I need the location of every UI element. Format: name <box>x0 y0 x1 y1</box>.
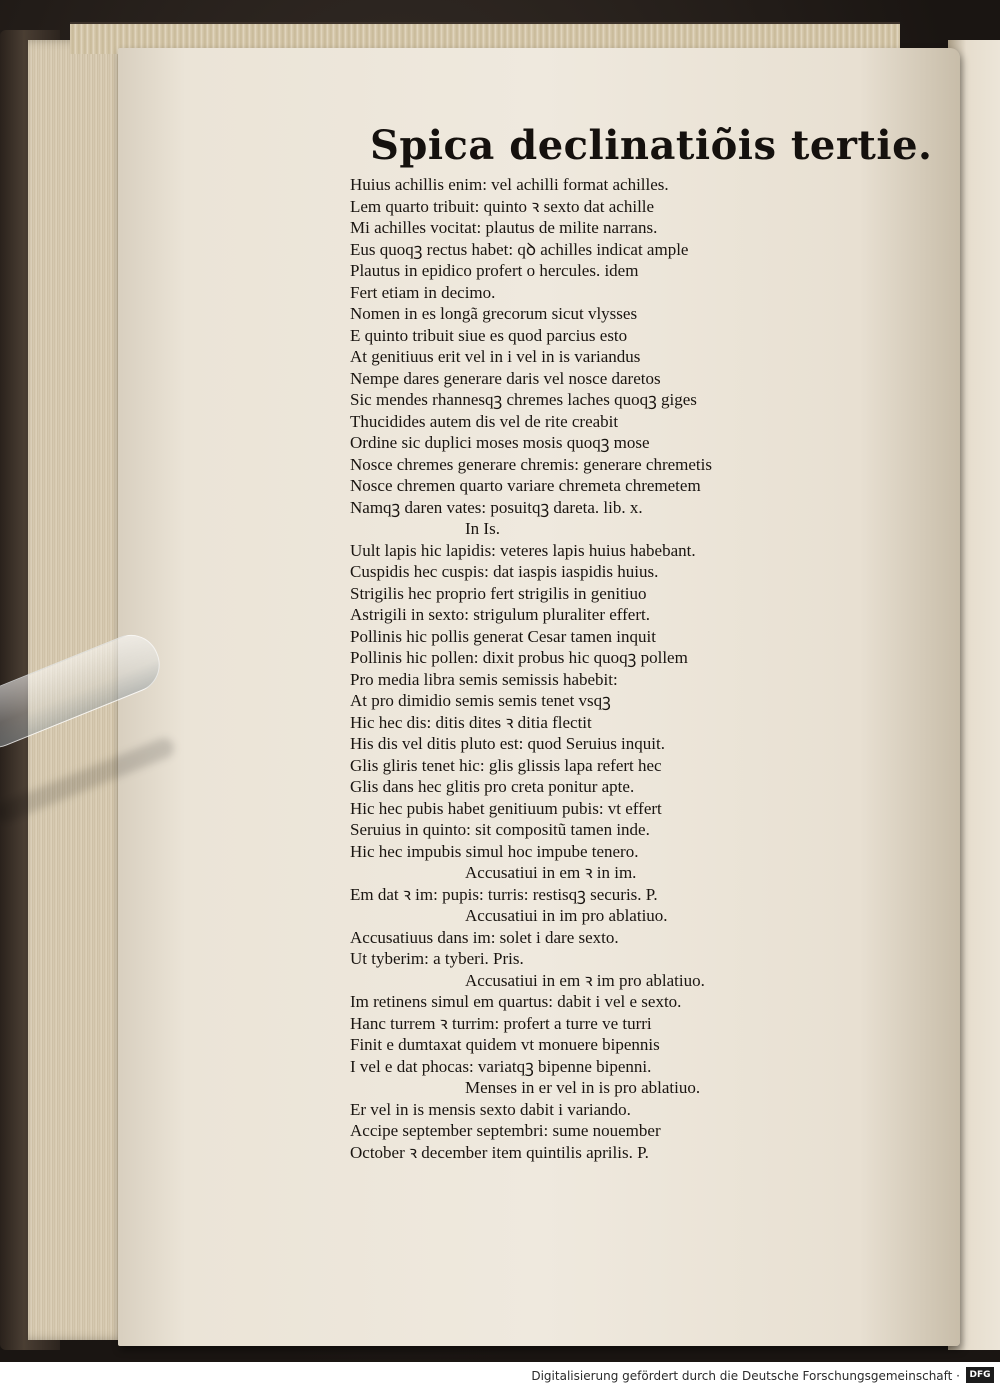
dfg-logo-icon: DFG <box>966 1367 994 1383</box>
digitization-credit: Digitalisierung gefördert durch die Deutsche Forschungsgemeinschaft · <box>531 1369 960 1383</box>
text-line: Glis dans hec glitis pro creta ponitur apte. <box>350 777 635 796</box>
text-line: Thucidides autem dis vel de rite creabit <box>350 411 619 431</box>
text-line: Accusatiuus dans im: solet i dare sexto. <box>350 927 619 947</box>
text-line: Menses in er vel in is pro ablatiuo. <box>465 1078 701 1097</box>
text-line: Fert etiam in decimo. <box>350 282 496 302</box>
text-line: Accipe september septembri: sume nouember <box>350 1121 661 1140</box>
text-line: Nosce chremen quarto variare chremeta chremetem <box>350 476 701 495</box>
text-line: Er vel in is mensis sexto dabit i variando. <box>350 1099 631 1119</box>
text-line: Pro media libra semis semissis habebit: <box>350 669 618 689</box>
text-line: Hic hec dis: ditis dites ꝛ ditia flectit <box>350 712 592 732</box>
text-line: At pro dimidio semis semis tenet vsqꝫ <box>350 691 611 710</box>
text-line: Strigilis hec proprio fert strigilis in genitiuo <box>350 583 647 603</box>
text-line: Accusatiui in em ꝛ in im. <box>465 863 637 882</box>
text-line: Im retinens simul em quartus: dabit i vel e sexto. <box>350 992 682 1011</box>
text-line: Namqꝫ daren vates: posuitqꝫ dareta. lib. x. <box>350 497 643 517</box>
text-line: Nomen in es longã grecorum sicut vlysses <box>350 304 638 323</box>
text-line: Huius achillis enim: vel achilli format achilles. <box>350 175 669 194</box>
text-line: Cuspidis hec cuspis: dat iaspis iaspidis huius. <box>350 562 659 581</box>
text-line: Mi achilles vocitat: plautus de milite narrans. <box>350 218 658 237</box>
text-line: At genitiuus erit vel in i vel in is variandus <box>350 347 641 366</box>
text-line: Pollinis hic pollis generat Cesar tamen inquit <box>350 626 656 646</box>
text-line: I vel e dat phocas: variatqꝫ bipenne bipenni. <box>350 1056 652 1076</box>
text-line: Lem quarto tribuit: quinto ꝛ sexto dat achille <box>350 196 655 216</box>
text-line: Plautus in epidico profert o hercules. idem <box>350 261 639 280</box>
text-line: Nempe dares generare daris vel nosce daretos <box>350 368 661 388</box>
text-line: Pollinis hic pollen: dixit probus hic quoqꝫ pollem <box>350 648 688 667</box>
text-line: October ꝛ december item quintilis aprilis. P. <box>350 1142 649 1162</box>
text-line: Accusatiui in em ꝛ im pro ablatiuo. <box>465 970 705 990</box>
text-line: His dis vel ditis pluto est: quod Seruius inquit. <box>350 734 665 753</box>
text-line: Eus quoqꝫ rectus habet: qꝺ achilles indicat ample <box>350 239 689 259</box>
text-line: Nosce chremes generare chremis: generare chremetis <box>350 454 712 474</box>
text-line: In Is. <box>465 519 500 538</box>
text-line: Astrigili in sexto: strigulum pluraliter effert. <box>350 605 650 624</box>
text-line: Seruius in quinto: sit compositũ tamen inde. <box>350 820 650 839</box>
text-line: Ordine sic duplici moses mosis quoqꝫ mose <box>350 433 650 452</box>
page-heading: Spica declinatiõis tertie. <box>370 122 933 169</box>
page-text-block <box>350 174 830 1163</box>
text-line: Hic hec impubis simul hoc impube tenero. <box>350 841 639 861</box>
text-line: Ut tyberim: a tyberi. Pris. <box>350 949 524 968</box>
text-line: Accusatiui in im pro ablatiuo. <box>465 906 668 925</box>
text-line: Hanc turrem ꝛ turrim: profert a turre ve turri <box>350 1013 652 1033</box>
text-line: Glis gliris tenet hic: glis glissis lapa refert hec <box>350 755 662 775</box>
text-line: Em dat ꝛ im: pupis: turris: restisqꝫ securis. P. <box>350 884 658 904</box>
text-line: Sic mendes rhannesqꝫ chremes laches quoqꝫ giges <box>350 390 697 409</box>
text-line: Finit e dumtaxat quidem vt monuere bipennis <box>350 1035 660 1054</box>
text-line: Hic hec pubis habet genitiuum pubis: vt effert <box>350 798 662 818</box>
text-line: Uult lapis hic lapidis: veteres lapis huius habebant. <box>350 540 696 560</box>
text-line: E quinto tribuit siue es quod parcius esto <box>350 325 628 345</box>
